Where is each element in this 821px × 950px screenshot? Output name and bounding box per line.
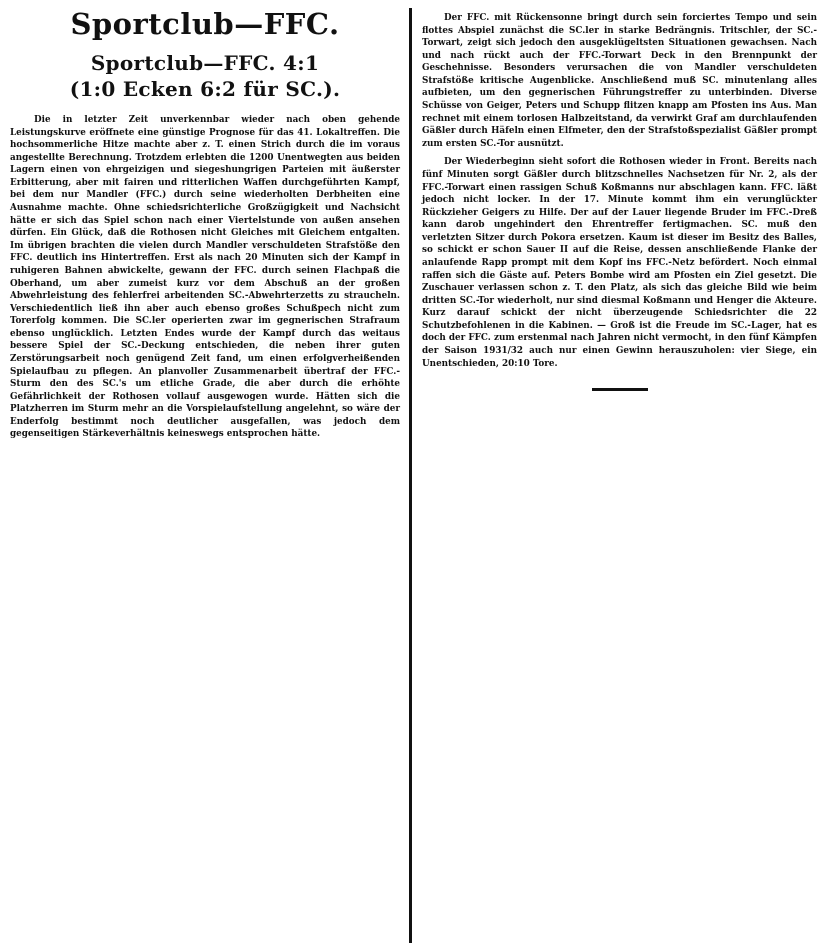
end-of-article-rule [592, 388, 648, 391]
article-paragraph-3: Der Wiederbeginn sieht sofort die Rothosen wieder in Front. Bereits nach fünf Minuten sorgt Gäßler durch blitzschnelles Nachsetzen für Nr. 2, als der FFC.-Torwart einen rassigen Schuß Koßmanns nur abschlagen kann. FFC. läßt jedoch nicht locker. In der 17. Minute kommt ihm ein verunglückter Rückzieher Geigers zu Hilfe. Der auf der Lauer liegende Bruder im FFC.-Dreß kann darob ungehindert den Ehrentreffer fertigmachen. SC. muß den verletzten Sitzer durch Pokora ersetzen. Kaum ist dieser im Besitz des Balles, so schickt er schon Sauer II auf die Reise, dessen anschließende Flanke der anlaufende Rapp prompt mit dem Kopf ins FFC.-Netz befördert. Noch einmal raffen sich die Gäste auf. Peters Bombe wird am Pfosten ein Ziel gesetzt. Die Zuschauer verlassen schon z. T. den Platz, als sich das gleiche Bild wie beim dritten SC.-Tor wiederholt, nur sind diesmal Koßmann und Henger die Akteure. Kurz darauf schickt der nicht überzeugende Schiedsrichter die 22 Schutzbefohlenen in die Kabinen. — Groß ist die Freude im SC.-Lager, hat es doch der FFC. zum erstenmal nach Jahren nicht vermocht, in den fünf Kämpfen der Saison 1931/32 auch nur einen Gewinn herauszuholen: vier Siege, ein Unentschieden, 20:10 Tore. [422, 157, 817, 369]
article-paragraph-1: Die in letzter Zeit unverkennbar wieder nach oben gehende Leistungskurve eröffnete eine günstige Prognose für das 41. Lokaltreffen. Die hochsommerliche Hitze machte aber z. T. einen Strich durch die im voraus angestellte Berechnung. Trotzdem erlebten die 1200 Unentwegten aus beiden Lagern einen von ehrgeizigen und siegeshungrigen Parteien mit äußerster Erbitterung, aber mit fairen und ritterlichen Waffen durchgeführten Kampf, bei dem nur Mandler (FFC.) durch seine wiederholten Derbheiten eine Ausnahme machte. Ohne schiedsrichterliche Großzügigkeit und Nachsicht hätte er sich das Spiel schon nach einer Viertelstunde von außen ansehen dürfen. Ein Glück, daß die Rothosen nicht Gleiches mit Gleichem entgalten. Im übrigen brachten die vielen durch Mandler verschuldeten Strafstöße den FFC. deutlich ins Hintertreffen. Erst als nach 20 Minuten sich der Kampf in ruhigeren Bahnen abwickelte, gewann der FFC. durch seinen Flachpaß die Oberhand, um aber zumeist kurz vor dem Abschuß an der großen Abwehrleistung des fehlerfrei arbeitenden SC.-Abwehrterzetts zu straucheln. Verschiedentlich ließ ihn aber auch ebenso großes Schußpech nicht zum Torerfolg kommen. Die SC.ler operierten zwar im gegnerischen Strafraum ebenso unglücklich. Letzten Endes wurde der Kampf durch das weitaus bessere Spiel der SC.-Deckung entschieden, die neben ihrer guten Zerstörungsarbeit noch genügend Zeit fand, um einen erfolgverheißenden Spielaufbau zu pflegen. An planvoller Zusammenarbeit übertraf der FFC.-Sturm den des SC.'s um etliche Grade, die aber durch die erhöhte Gefährlichkeit der Rothosen vollauf ausgewogen wurde. Hätten sich die Platzherren im Sturm mehr an die Vorspielaufstellung angelehnt, so wäre der Enderfolg bestimmt noch deutlicher ausgefallen, was jedoch dem gegenseitigen Stärkeverhältnis keineswegs entsprochen hätte. [10, 115, 400, 440]
right-column [414, 0, 821, 950]
article-paragraph-2: Der FFC. mit Rückensonne bringt durch sein forciertes Tempo und sein flottes Abspiel zunächst die SC.ler in starke Bedrängnis. Tritschler, der SC.-Torwart, zeigt sich jedoch den ausgeklügeltsten Situationen gewachsen. Nach und nach rückt auch der FFC.-Torwart Deck in den Brennpunkt der Geschehnisse. Besonders verursachen die von Mandler verschuldeten Strafstöße kritische Augenblicke. Anschließend muß SC. minutenlang alles aufbieten, um den gegnerischen Führungstreffer zu unterbinden. Diverse Schüsse von Geiger, Peters und Schupp flitzen knapp am Pfosten ins Aus. Man rechnet mit einem torlosen Halbzeitstand, da verwirkt Graf am durchlaufenden Gäßler durch Häfeln einen Elfmeter, den der Strafstoßspezialist Gäßler prompt zum ersten SC.-Tor ausnützt. [422, 13, 817, 149]
match-result-subhead [10, 50, 400, 102]
score-line: Sportclub—FFC. 4:1 [90, 51, 320, 75]
headline: Sportclub—FFC. [70, 7, 340, 41]
halftime-corners-line: (1:0 Ecken 6:2 für SC.). [69, 77, 341, 101]
column-divider [409, 8, 412, 943]
left-column [0, 0, 408, 950]
